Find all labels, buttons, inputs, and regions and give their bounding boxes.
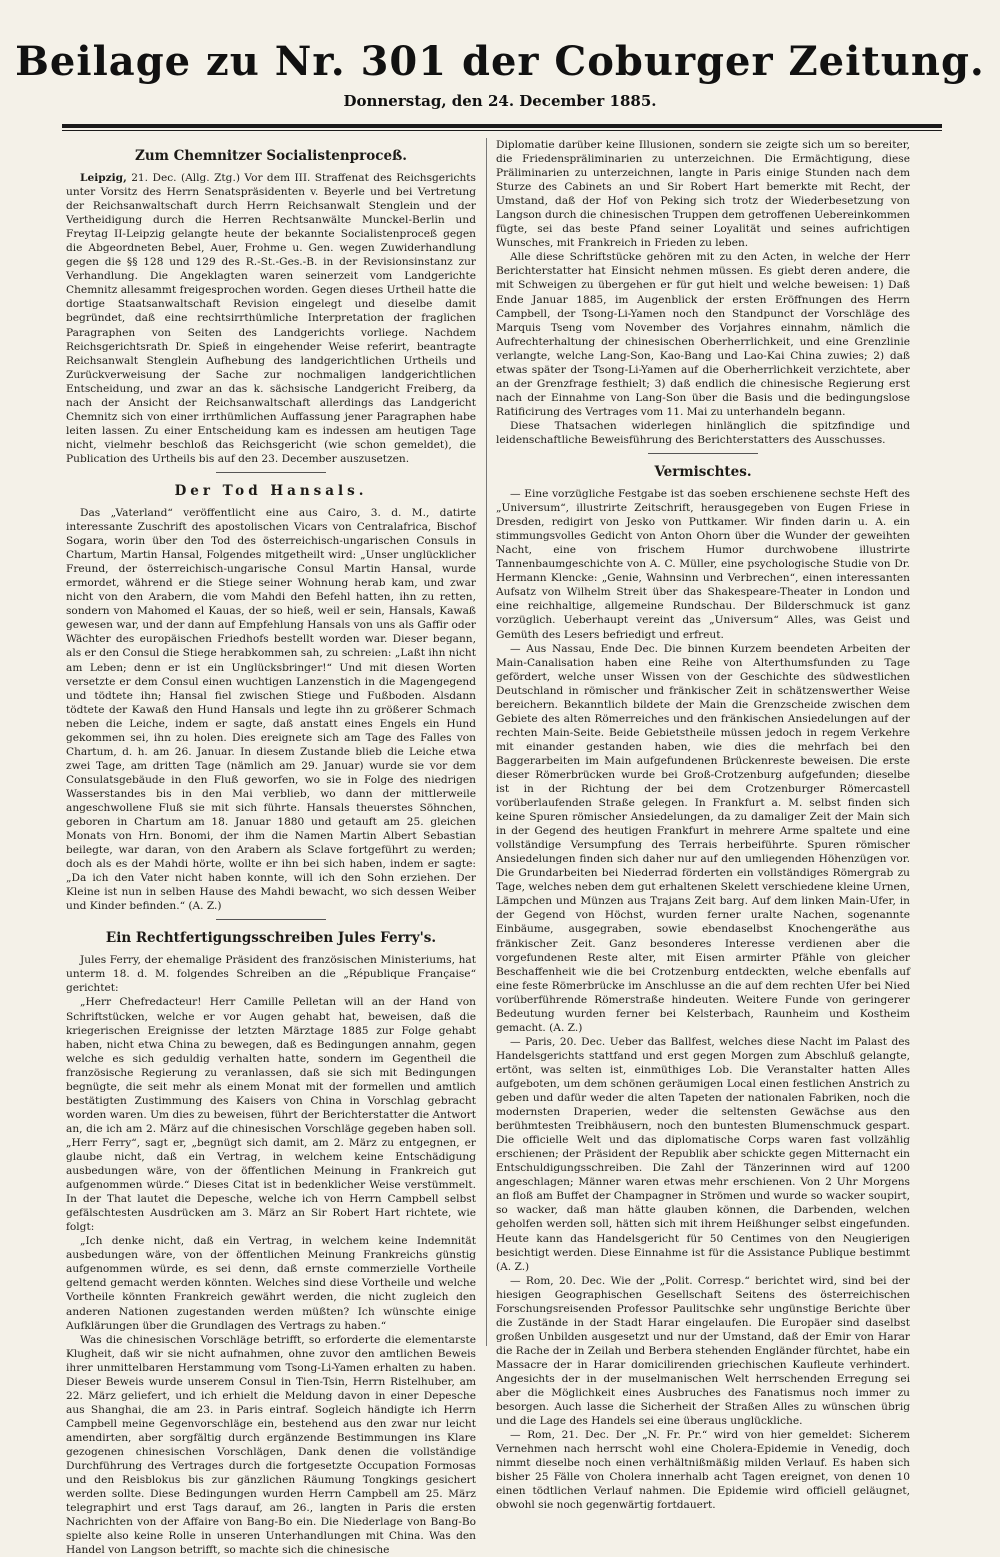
- dateline: Donnerstag, den 24. December 1885.: [343, 92, 657, 110]
- section-divider: [216, 472, 326, 473]
- article-ferry-paragraph: Was die chinesischen Vorschläge betrifft, so erforderte die elementarste Klugheit, daß wir sie nicht aufnahmen, ohne zuvor den amtlichen Beweis ihrer unmittelbaren Herstammung vom Tsong-Li-Yamen erhalten zu haben. Dieser Beweis wurde unserem Consul in Tien-Tsin, Herrn Ristelhuber, am 22. März geliefert, und ich erhielt die Meldung davon in einer Depesche aus Shanghai, die am 23. in Paris eintraf. Sogleich händigte ich Herrn Campbell meine Gegenvorschläge ein, bestehend aus den zwar nur leicht amendirten, aber sorgfältig durch ergänzende Bestimmungen ins Klare gezogenen chinesischen Vorschlägen, Dank denen die vollständige Durchführung des Vertrages durch die fortgesetzte Occupation Formosas und den Reisblokus bis zur gänzlichen Räumung Tongkings gesichert werden sollte. Diese Bedingungen wurden Herrn Campbell am 25. März telegraphirt und erst Tags darauf, am 26., langten in Paris die ersten Nachrichten von der Affaire von Bang-Bo ein. Die Niederlage von Bang-Bo spielte also keine Rolle in unseren Unterhandlungen mit China. Was den Handel von Langson betrifft, so machte sich die chinesische: [66, 1333, 476, 1557]
- news-item: — Eine vorzügliche Festgabe ist das soeben erschienene sechste Heft des „Universum“, illustrirte Zeitschrift, herausgegeben von Eugen Friese in Dresden, redigirt von Jesko von Puttkamer. Wir finden darin u. A. ein stimmungsvolles Gedicht von Anton Ohorn über die Wunder der geweihten Nacht, eine von frischem Humor durchwobene illustrirte Tannenbaumgeschichte von A. C. Müller, eine psychologische Studie von Dr. Hermann Klencke: „Genie, Wahnsinn und Verbrechen“, einen interessanten Aufsatz von Wilhelm Streit über das Shakespeare-Theater in London und eine reichhaltige, allgemeine Rundschau. Der Bilderschmuck ist ganz vorzüglich. Ueberhaupt vereint das „Universum“ Alles, was Geist und Gemüth des Lesers befriedigt und erfreut.: [496, 488, 910, 641]
- news-item: — Paris, 20. Dec. Ueber das Ballfest, welches diese Nacht im Palast des Handelsgerichts stattfand und erst gegen Morgen zum Abschluß gelangte, ertönt, was selten ist, einmüthiges Lob. Die Veranstalter hatten Alles aufgeboten, um dem schönen geräumigen Local einen festlichen Anstrich zu geben und dafür weder die alten Tapeten der nationalen Fabriken, noch die modernsten Draperien, weder die seltensten Gewächse aus den berühmtesten Treibhäusern, noch den buntesten Blumenschmuck gespart. Die officielle Welt und das diplomatische Corps waren fast vollzählig erschienen; der Präsident der Republik aber schickte gegen Mitternacht ein Entschuldigungsschreiben. Die Zahl der Tänzerinnen wird auf 1200 angeschlagen; Männer waren etwas mehr erschienen. Von 2 Uhr Morgens an floß am Buffet der Champagner in Strömen und wurde so wacker soupirt, so wacker, daß man hätte glauben können, die Darbenden, welchen geholfen werden soll, hätten sich mit ihrem Heißhunger selbst eingefunden. Heute kann das Handelsgericht für 50 Centimes von den Neugierigen besichtigt werden. Diese Einnahme ist für die Assistance Publique bestimmt (A. Z.): [496, 1035, 910, 1273]
- news-item: — Rom, 21. Dec. Der „N. Fr. Pr.“ wird von hier gemeldet: Sicherem Vernehmen nach herrscht wohl eine Cholera-Epidemie in Venedig, doch nimmt dieselbe noch einen verhältnißmäßig milden Verlauf. Es haben sich bisher 25 Fälle von Cholera innerhalb acht Tagen ereignet, von denen 10 einen tödtlichen Verlauf nahmen. Die Epidemie wird officiell geläugnet, obwohl sie noch gegenwärtig fortdauert.: [496, 1429, 910, 1512]
- column-separator: [486, 138, 487, 1346]
- article-chemnitz-text: 21. Dec. (Allg. Ztg.) Vor dem III. Straffenat des Reichsgerichts unter Vorsitz des Herrn Senatspräsidenten v. Beyerle und bei Vertretung der Reichsanwaltschaft durch Herrn Reichsanwalt Stenglein und der Vertheidigung durch die Herren Rechtsanwälte Munckel-Berlin und Freytag II-Leipzig gelangte heute der bekannte Socialistenproceß gegen die Abgeordneten Bebel, Auer, Frohme u. Gen. wegen Zuwiderhandlung gegen die §§ 128 und 129 des R.-St.-Ges.-B. in der Revisionsinstanz zur Verhandlung. Die Angeklagten waren seinerzeit vom Landgerichte Chemnitz allesammt freigesprochen worden. Gegen dieses Urtheil hatte die dortige Staatsanwaltschaft Revision eingelegt und dieselbe damit begründet, daß eine rechtsirrthümliche Interpretation der fraglichen Paragraphen von Seiten des Landgerichts vorliege. Nachdem Reichsgerichtsrath Dr. Spieß in eingehender Weise referirt, beantragte Reichsanwalt Stenglein Aufhebung des landgerichtlichen Urtheils und Zurückverweisung der Sache zur nochmaligen landgerichtlichen Entscheidung, und zwar an das k. sächsische Landgericht Freiberg, da nach der Ansicht der Reichsanwaltschaft allerdings das Landgericht Chemnitz sich von einer irrthümlichen Auffassung jener Paragraphen habe leiten lassen. Zu einer Entscheidung kam es indessen am heutigen Tage nicht, vielmehr beschloß das Reichsgericht (wie schon gemeldet), die Publication des Urtheils bis auf den 23. December auszusetzen.: [66, 172, 476, 465]
- right-column: [496, 138, 911, 1512]
- article-ferry-continued: Diplomatie darüber keine Illusionen, sondern sie zeigte sich um so bereiter, die Friedenspräliminarien zu unterzeichnen. Die Ermächtigung, diese Präliminarien zu unterzeichnen, langte in Paris einige Stunden nach dem Sturze des Cabinets an und Sir Robert Hart bemerkte mit Recht, der Umstand, daß der Hof von Peking sich trotz der Wiederbesetzung von Langson durch die chinesischen Truppen dem getroffenen Uebereinkommen fügte, sei das beste Pfand seiner Loyalität und seines aufrichtigen Wunsches, mit Frankreich in Frieden zu leben.: [496, 139, 910, 250]
- article-ferry-continued: Diese Thatsachen widerlegen hinlänglich die spitzfindige und leidenschaftliche Beweisführung des Berichterstatters des Ausschusses.: [496, 419, 910, 446]
- news-item: — Rom, 20. Dec. Wie der „Polit. Corresp.“ berichtet wird, sind bei der hiesigen Geographischen Gesellschaft Seitens des österreichischen Forschungsreisenden Professor Paulitschke sehr ungünstige Berichte über die Zustände in der Stadt Harar eingelaufen. Die Europäer sind daselbst großen Unbilden ausgesetzt und nur der Umstand, daß der Emir von Harar die Rache der in Zeilah und Berbera stehenden Engländer fürchtet, habe ein Massacre der in Harar domicilirenden griechischen Kaufleute verhindert. Angesichts der in der muselmanischen Welt herrschenden Erregung sei aber die Möglichkeit eines Ausbruches des Fanatismus noch immer zu besorgen. Auch lasse die Sicherheit der Straßen Alles zu wünschen übrig und die Lage des Handels sei eine überaus unglückliche.: [496, 1274, 911, 1428]
- article-ferry-paragraph: Jules Ferry, der ehemalige Präsident des französischen Ministeriums, hat unterm 18. d. M. folgendes Schreiben an die „République Française“ gerichtet:: [66, 954, 476, 995]
- masthead-title: Beilage zu Nr. 301 der Coburger Zeitung.: [15, 38, 985, 85]
- section-divider: [648, 453, 758, 454]
- article-ferry-title: Ein Rechtfertigungsschreiben Jules Ferry's.: [105, 930, 437, 947]
- left-column: [66, 138, 476, 1557]
- article-ferry-paragraph: „Ich denke nicht, daß ein Vertrag, in welchem keine Indemnität ausbedungen wäre, von der öffentlichen Meinung Frankreichs günstig aufgenommen würde, es sei denn, daß ernste commerzielle Vortheile geltend gemacht werden könnten. Welches sind diese Vortheile und welche Vortheile könnten Frankreich gewährt werden, die nicht zugleich den anderen Nationen zugestanden werden müßten? Ich wünschte einige Aufklärungen über die Grundlagen des Vertrags zu haben.“: [66, 1235, 476, 1332]
- masthead-rule-thin: [62, 130, 942, 131]
- article-ferry-continued: Alle diese Schriftstücke gehören mit zu den Acten, in welche der Herr Berichterstatter hat Einsicht nehmen müssen. Es giebt deren andere, die mit Schweigen zu übergehen er für gut hielt und welche beweisen: 1) Daß Ende Januar 1885, im Augenblick der ersten Eröffnungen des Herrn Campbell, der Tsong-Li-Yamen noch den Standpunct der Vorschläge des Marquis Tseng vom November des Vorjahres einnahm, nämlich die Aufrechterhaltung der chinesischen Oberherrlichkeit, und eine Grenzlinie verlangte, welche Lang-Son, Kao-Bang und Lao-Kai China zuwies; 2) daß etwas später der Tsong-Li-Yamen auf die Oberherrlichkeit verzichtete, aber an der Grenzfrage festhielt; 3) daß endlich die chinesische Regierung erst nach der Einnahme von Lang-Son über die Basis und die bedingungslose Ratificirung des Vertrages vom 11. Mai zu unterhandeln begann.: [496, 251, 910, 418]
- section-vermischtes-title: Vermischtes.: [654, 464, 752, 481]
- news-item: — Aus Nassau, Ende Dec. Die binnen Kurzem beendeten Arbeiten der Main-Canalisation haben eine Reihe von Alterthumsfunden zu Tage gefördert, welche unser Wissen von der Geschichte des südwestlichen Deutschland in römischer und fränkischer Zeit in schätzenswerther Weise bereichern. Bekanntlich bildete der Main die Grenzscheide zwischen dem Gebiete des alten Römerreiches und den fränkischen Ansiedelungen auf der rechten Main-Seite. Beide Gebietstheile müssen jedoch in regem Verkehre mit einander gestanden haben, wie dies die mehrfach bei den Baggerarbeiten im Main aufgefundenen Brückenreste beweisen. Die erste dieser Römerbrücken wurde bei Groß-Crotzenburg aufgefunden; dieselbe ist in der Richtung der bei dem Crotzenburger Römercastell vorüberlaufenden Straße gelegen. In Frankfurt a. M. selbst finden sich keine Spuren römischer Ansiedelungen, da zu damaliger Zeit der Main sich in der Gegend des heutigen Frankfurt in mehrere Arme spaltete und eine vollständige Versumpfung des Terrais herbeiführte. Spuren römischer Ansiedelungen finden sich daher nur auf den umliegenden Höhenzügen vor. Die Grundarbeiten bei Niederrad förderten ein vollständiges Römergrab zu Tage, welches neben dem gut erhaltenen Skelett verschiedene kleine Urnen, Lämpchen und Münzen aus Trajans Zeit barg. Auf dem linken Main-Ufer, in der Gegend von Höchst, wurden ferner uralte Nachen, sogenannte Einbäume, ausgegraben, sowie ebendaselbst Knochengeräthe aus fränkischer Zeit. Ganz besonderes Interesse verdienen aber die vorgefundenen Reste alter, mit Eisen armirter Pfähle von gleicher Beschaffenheit wie die bei Crotzenburg entdeckten, welche ebenfalls auf eine feste Römerbrücke im Anschlusse an die auf dem rechten Ufer bei Nied vorüberführende Römerstraße hindeuten. Weitere Funde von geringerer Bedeutung wurden ferner bei Kelsterbach, Raunheim und Kostheim gemacht. (A. Z.): [496, 642, 910, 1034]
- article-hansal-body: Das „Vaterland“ veröffentlicht eine aus Cairo, 3. d. M., datirte interessante Zuschrift des apostolischen Vicars von Centralafrica, Bischof Sogara, worin über den Tod des österreichisch-ungarischen Consuls in Chartum, Martin Hansal, Folgendes mitgetheilt wird: „Unser unglücklicher Freund, der österreichisch-ungarische Consul Martin Hansal, wurde ermordet, während er die Stiege seiner Wohnung herab kam, und zwar nicht von den Arabern, die vom Mahdi den Befehl hatten, ihn zu retten, sondern von Mahomed el Kauas, der so hieß, weil er sein, Hansals, Kawaß gewesen war, und der dann auf Empfehlung Hansals von uns als Gaffir oder Wächter des europäischen Friedhofs bestellt worden war. Dieser begann, als er den Consul die Stiege herabkommen sah, zu schreien: „Laßt ihn nicht am Leben; denn er ist ein Unglücksbringer!“ Und mit diesen Worten versetzte er dem Consul einen wuchtigen Lanzenstich in die Magengegend und tödtete ihn; Hansal fiel zwischen Stiege und Fußboden. Alsdann tödtete der Kawaß den Hund Hansals und legte ihn zu größerer Schmach neben die Leiche, indem er sagte, daß anstatt eines Engels ein Hund gekommen sei, ihn zu holen. Dies ereignete sich am Tage des Falles von Chartum, d. h. am 26. Januar. In diesem Zustande blieb die Leiche etwa zwei Tage, am dritten Tage (nämlich am 29. Januar) wurde sie vor dem Consulatsgebäude in den Fluß geworfen, wo sie in Folge des niedrigen Wasserstandes bis in den Mai verblieb, wo dann der mittlerweile angeschwollene Fluß sie mit sich führte. Hansals theuerstes Söhnchen, geboren in Chartum am 18. Januar 1880 und getauft am 25. gleichen Monats von Hrn. Bonomi, der ihm die Namen Martin Albert Sebastian beilegte, war daran, von den Arabern als Sclave fortgeführt zu werden; doch als es der Mahdi hörte, wollte er ihn bei sich haben, indem er sagte: „Da ich den Vater nicht haben konnte, will ich den Sohn erziehen. Der Kleine ist nun in selben Hause des Mahdi bewacht, wo sich dessen Weiber und Kinder befinden.“ (A. Z.): [66, 506, 476, 913]
- article-hansal-title: Der Tod Hansals.: [174, 482, 368, 499]
- section-divider: [216, 919, 326, 920]
- masthead-rule-thick: [62, 124, 942, 128]
- article-chemnitz-body: [66, 171, 476, 466]
- article-ferry-paragraph: „Herr Chefredacteur! Herr Camille Pelletan will an der Hand von Schriftstücken, welche er vor Augen gehabt hat, beweisen, daß die kriegerischen Ereignisse der letzten Märztage 1885 zur Folge gehabt haben, nicht etwa China zu bewegen, daß es Bedingungen annahm, gegen welche es sich geduldig verhalten hatte, sondern im Gegentheil die französische Regierung zu veranlassen, daß sie sich mit Bedingungen begnügte, die seit mehr als einem Monat mit der formellen und amtlich bestätigten Zustimmung des Kaisers von China in Vorschlag gebracht worden waren. Um dies zu beweisen, führt der Berichterstatter die Antwort an, die ich am 2. März auf die chinesischen Vorschläge gegeben haben soll. „Herr Ferry“, sagt er, „begnügt sich damit, am 2. März zu entgegnen, er glaube nicht, daß ein Vertrag, in welchem keine Entschädigung ausbedungen wäre, von der öffentlichen Meinung in Frankreich gut aufgenommen würde.“ Dieses Citat ist in bedenklicher Weise verstümmelt. In der That lautet die Depesche, welche ich von Herrn Campbell selbst gefälschtesten Ausdrücken am 3. März an Sir Robert Hart richtete, wie folgt:: [66, 996, 476, 1234]
- article-chemnitz-lead: Leipzig,: [80, 172, 127, 184]
- article-chemnitz-title: Zum Chemnitzer Socialistenproceß.: [134, 148, 407, 164]
